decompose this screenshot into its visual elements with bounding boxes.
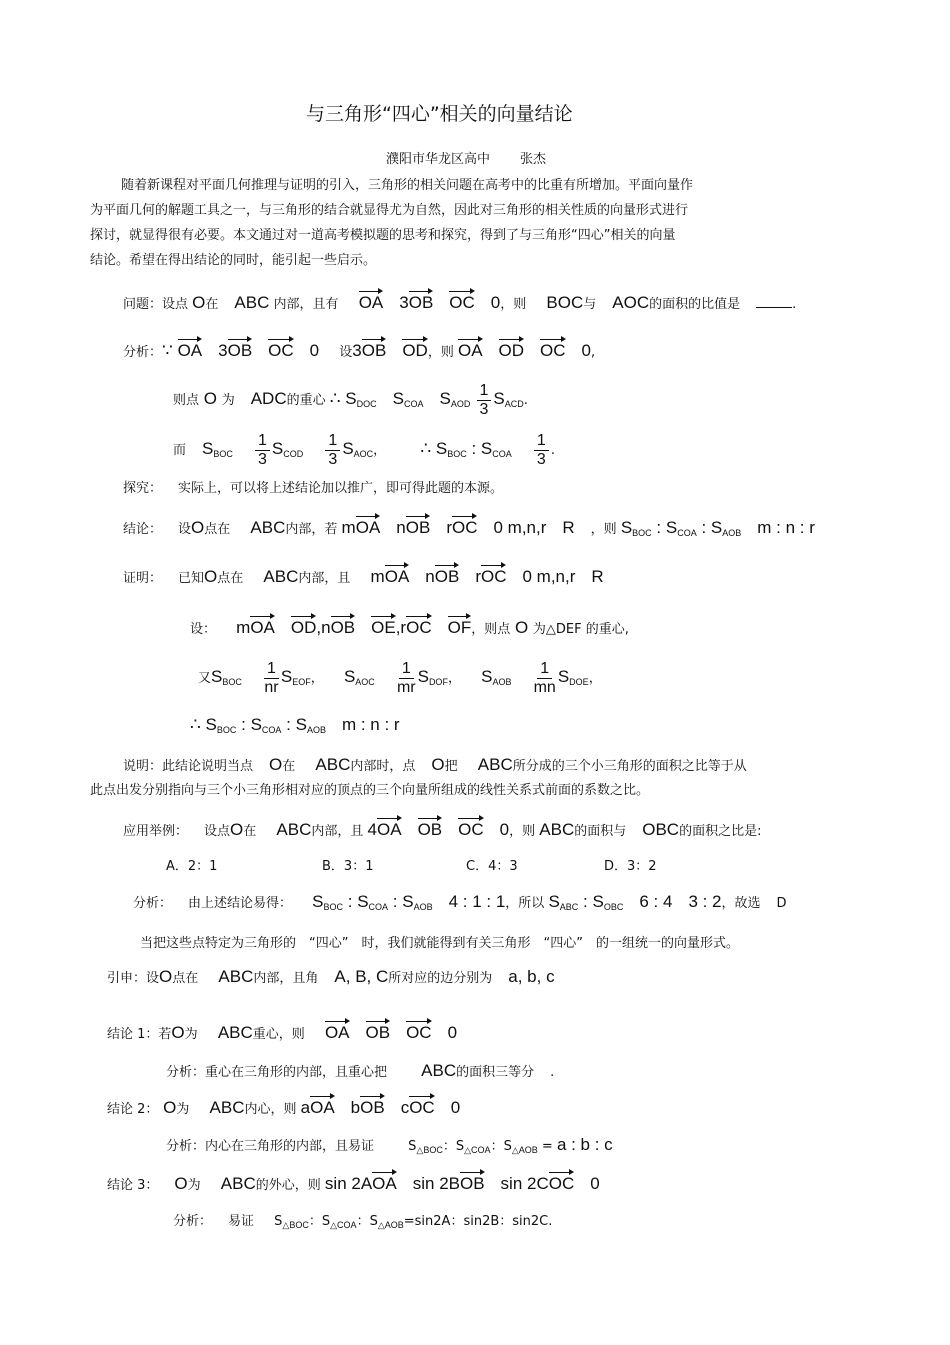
conclusion-3: 结论 3： O为 ABC的外心，则 sin 2AOA sin 2BOB sin 2COC 0 xyxy=(107,1174,600,1193)
intro-line: 随着新课程对平面几何推理与证明的引入，三角形的相关问题在高考中的比重有所增加。平面向量作 xyxy=(121,178,694,193)
analysis-line-1: 分析：∵ OA 3OB OC 0 设3OB OD，则 OA OD OC 0, xyxy=(123,341,596,360)
intro-line: 探讨，就显得很有必要。本文通过对一道高考模拟题的思考和探究，得到了与三角形“四心”相关的向量 xyxy=(90,228,676,243)
explain-line-1: 说明：此结论说明当点 O在 ABC内部时，点 O把 ABC所分成的三个小三角形的面积之比等于从 xyxy=(123,755,747,774)
option-b: B．3：1 xyxy=(322,859,374,874)
proof-line-1: 证明： 已知O点在 ABC内部，且 mOA nOB rOC 0 m,n,r R xyxy=(123,567,604,586)
example-analysis: 分析： 由上述结论易得： $S_{BOC}$ : $S_{COA}$ : $S_{AOB}$ 4 : 1 : 1，所以 $S_{ABC}$ : $S_{OBC}$ 6 : 4 3 : 2，故选 D xyxy=(133,892,787,912)
proof-line-3: 又$S_{BOC}$ $\frac{1}{nr}$ $S_{EOF}$， $S_{AOC}$ $\frac{1}{mr}$ $S_{DOF}$， $S_{AOB}$ $\frac{1}{mn}$ $S_{DOE}$， xyxy=(198,660,602,696)
byline xyxy=(386,150,546,170)
explain-line-2: 此点出发分别指向与三个小三角形相对应的顶点的三个向量所组成的线性关系式前面的系数之比。 xyxy=(90,783,650,798)
proof-line-4: ∴ $S_{BOC}$ : $S_{COA}$ : $S_{AOB}$ m : n : r xyxy=(190,715,400,735)
analysis-line-2: 则点 O 为 ADC的重心 ∴ $S_{DOC}$ $S_{COA}$ $S_{AOD}$ $\frac{1}{3}$ $S_{ACD}$. xyxy=(173,382,528,418)
option-d: D．3：2 xyxy=(604,859,657,874)
example-line: 应用举例： 设点O在 ABC内部，且 4OA OB OC 0，则 ABC的面积与 OBC的面积之比是: xyxy=(123,820,762,839)
conclusion-line: 结论： 设O点在 ABC内部，若 mOA nOB rOC 0 m,n,r R ，则 $S_{BOC}$ : $S_{COA}$ : $S_{AOB}$ m : n : r xyxy=(123,518,815,538)
explore-line: 探究： 实际上，可以将上述结论加以推广，即可得此题的本源。 xyxy=(123,481,504,496)
option-a: A．2：1 xyxy=(166,859,218,874)
transition-line: 当把这些点特定为三角形的 “四心” 时，我们就能得到有关三角形 “四心” 的一组统一的向量形式。 xyxy=(140,936,739,951)
conclusion-3-analysis: 分析： 易证 $S_{\triangle BOC}$：$S_{\triangle COA}$：$S_{\triangle AOB}=\sin 2A$：sin2B：sin2C. xyxy=(173,1214,553,1230)
page-title: 与三角形“四心”相关的向量结论 xyxy=(306,103,573,125)
byline-author: 张杰 xyxy=(520,152,547,167)
conclusion-1: 结论 1：若O为 ABC重心，则 OA OB OC 0 xyxy=(107,1023,458,1042)
intro-line: 结论。希望在得出结论的同时，能引起一些启示。 xyxy=(90,253,377,268)
conclusion-2: 结论 2： O为 ABC内心，则 aOA bOB cOC 0 xyxy=(107,1098,461,1117)
conclusion-1-analysis: 分析：重心在三角形的内部，且重心把 ABC的面积三等分 . xyxy=(166,1061,555,1080)
proof-line-2: 设： mOA OD,nOB OE,rOC OF，则点 O 为△DEF 的重心, xyxy=(190,618,629,637)
intro-line: 为平面几何的解题工具之一，与三角形的结合就显得尤为自然，因此对三角形的相关性质的向量形式进行 xyxy=(90,203,689,218)
analysis-line-3: 而 $S_{BOC}$ $\frac{1}{3}$ $S_{COD}$ $\frac{1}{3}$ $S_{AOC}$， ∴ $S_{BOC}$ : $S_{COA}$ $\frac{1}{3}$ . xyxy=(173,432,555,468)
problem-statement: 问题：设点 O在 ABC 内部，且有 OA 3OB OC 0，则 BOC与 AOC的面积的比值是 . xyxy=(123,293,797,312)
lead-line: 引申：设O点在 ABC内部，且角 A, B, C所对应的边分别为 a, b, c xyxy=(107,967,555,986)
byline-school: 濮阳市华龙区高中 xyxy=(386,152,491,167)
option-c: C．4：3 xyxy=(466,859,518,874)
conclusion-2-analysis: 分析：内心在三角形的内部，且易证 $S_{\triangle BOC}$：$S_{\triangle COA}$：$S_{\triangle AOB} = a$ : b : c xyxy=(166,1135,613,1155)
